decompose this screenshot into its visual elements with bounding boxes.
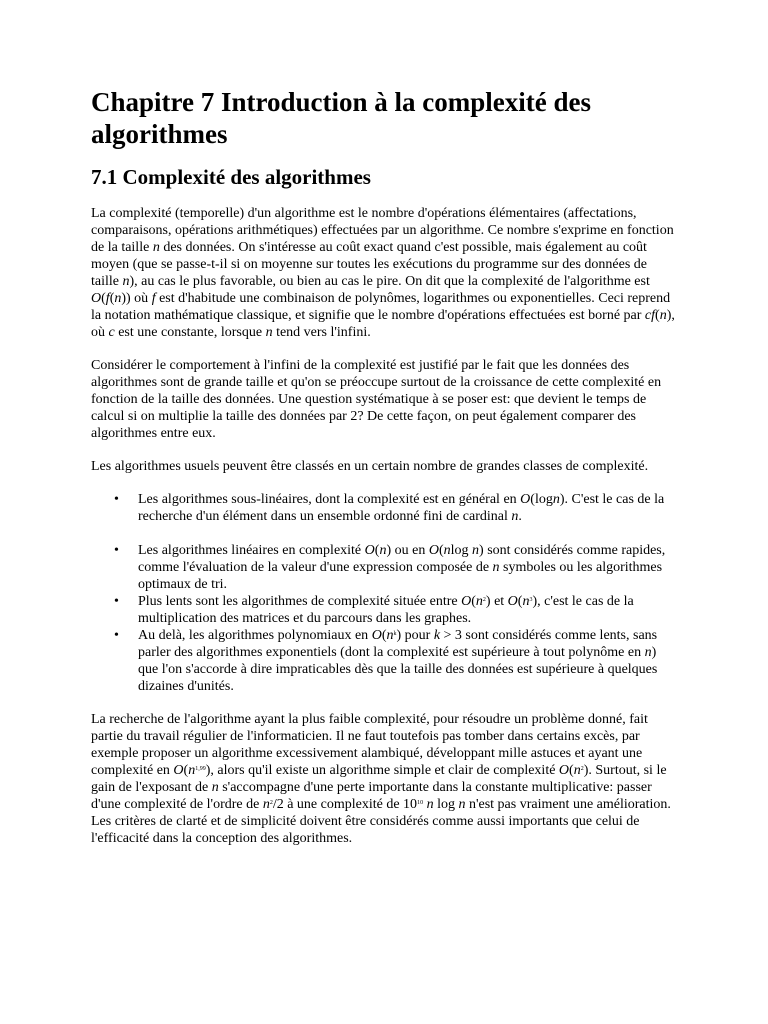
text: (	[471, 594, 476, 609]
text: > 3 sont considérés comme lents, sans parler des algorithmes exponentiels (dont la complexité est supérieure à tout polynôme en	[138, 628, 658, 660]
math-var: O	[507, 594, 518, 609]
math-var: O	[364, 543, 375, 558]
text: (	[374, 543, 380, 558]
text: Les algorithmes linéaires en complexité	[138, 543, 365, 558]
math-var: n	[379, 543, 387, 558]
text: (	[183, 763, 189, 778]
text: )) où	[121, 291, 152, 306]
exponent: 2	[482, 597, 486, 603]
math-var: n	[122, 274, 130, 289]
text: (	[569, 763, 574, 778]
text: ). C'est le cas de la recherche d'un élément dans un ensemble ordonné fini de cardinal	[138, 492, 665, 524]
math-var: n	[265, 325, 273, 340]
text: ) et	[485, 594, 508, 609]
text: ) que l'on s'accorde à dire impraticables dès que la taille des données est supérieure à quelques dizaines d'unités.	[138, 645, 658, 694]
paragraph-asymptotic: Considérer le comportement à l'infini de la complexité est justifié par le fait que les données des algorithmes sont de grande taille et qu'on se préoccupe surtout de la croissance de cette complexité en fonction de la taille des données. Une question systématique à se poser est: que devient le temps de calcul si on multiplie la taille des données par 2? De cette façon, on peut également comparer des algorithmes entre eux.	[91, 358, 662, 441]
math-var: n	[573, 763, 581, 778]
text: Les algorithmes sous-linéaires, dont la complexité est en général en	[138, 492, 521, 507]
math-var: O	[91, 291, 102, 306]
text: est une constante, lorsque	[114, 325, 266, 340]
text: Au delà, les algorithmes polynomiaux en	[138, 628, 372, 643]
list-item	[91, 542, 676, 593]
exponent: 1,99	[195, 766, 206, 772]
text: tend vers l'infini.	[272, 325, 371, 340]
text: ) ou en	[386, 543, 429, 558]
bullet: •	[114, 492, 119, 507]
list-item	[91, 593, 676, 627]
chapter-title: Chapitre 7 Introduction à la complexité des algorithmes	[91, 87, 592, 149]
exponent: 3	[529, 597, 533, 603]
text: s'accompagne d'une perte importante dans la constante multiplicative: passer d'une complexité de l'ordre de	[91, 780, 652, 812]
text: (log	[530, 492, 553, 507]
exponent: 10	[417, 800, 424, 806]
math-var: c	[108, 325, 115, 340]
math-var: n	[114, 291, 122, 306]
math-var: O	[428, 543, 439, 558]
text: est d'habitude une combinaison de polynômes, logarithmes ou exponentielles. Ceci reprend la notation mathématique classique, et signifie que le nombre d'opérations effectuées est borné par	[91, 291, 671, 323]
math-var: n	[188, 763, 196, 778]
text: (	[109, 291, 115, 306]
math-var: k	[433, 628, 441, 643]
text: La recherche de l'algorithme ayant la plus faible complexité, pour résoudre un problème donné, fait partie du travail régulier de l'informaticien. Il ne faut toutefois pas tomber dans certains excès, par exemple proposer un algorithme excessivement alambiqué, développant mille astuces et ayant une complexité en	[91, 712, 648, 778]
exponent: k	[393, 631, 397, 637]
paragraph-classes-intro: Les algorithmes usuels peuvent être classés en un certain nombre de grandes classes de complexité.	[91, 459, 649, 474]
math-var: n	[522, 594, 530, 609]
text: La complexité (temporelle) d'un algorithme est le nombre d'opérations élémentaires (affectations, comparaisons, opérations arithmétiques) effectuées par un algorithme. Ce nombre s'exprime en fonction de la taille	[91, 206, 674, 255]
text: ) sont considérés comme rapides, comme l'évaluation de la valeur d'une expression composée de	[138, 543, 666, 575]
math-var: O	[173, 763, 184, 778]
math-var: n	[386, 628, 394, 643]
math-var: n	[262, 797, 270, 812]
text: ). Surtout, si le gain de l'exposant de	[91, 763, 667, 795]
bullet: •	[114, 543, 119, 558]
text: /2 à une complexité de 10	[272, 797, 418, 812]
text: ), où	[91, 308, 675, 340]
text: (	[381, 628, 387, 643]
exponent: 2	[580, 766, 584, 772]
math-var: n	[472, 543, 480, 558]
math-var: n	[552, 492, 560, 507]
text: log	[450, 543, 473, 558]
math-var: n	[211, 780, 219, 795]
text: ), c'est le cas de la multiplication des matrices et du parcours dans les graphes.	[138, 594, 634, 626]
text: ), au cas le plus favorable, ou bien au cas le pire. On dit que la complexité de l'algorithme est	[129, 274, 650, 289]
text: Plus lents sont les algorithmes de complexité située entre	[138, 594, 462, 609]
text: symboles ou les algorithmes optimaux de tri.	[138, 560, 663, 592]
math-var: n	[426, 797, 434, 812]
math-var: O	[461, 594, 472, 609]
text: log	[433, 797, 459, 812]
text: (	[101, 291, 106, 306]
paragraph-conclusion	[91, 711, 676, 847]
text: .	[518, 509, 522, 524]
math-var: O	[371, 628, 382, 643]
text: des données. On s'intéresse au coût exact quand c'est possible, mais également au coût moyen (que se passe-t-il si on moyenne sur toutes les exécutions du programme sur des données de taille	[91, 240, 647, 289]
math-var: n	[511, 509, 519, 524]
text: (	[438, 543, 444, 558]
bullet: •	[114, 628, 119, 643]
bullet: •	[114, 594, 119, 609]
text: ) pour	[396, 628, 434, 643]
math-var: n	[152, 240, 160, 255]
section-title: 7.1 Complexité des algorithmes	[91, 165, 371, 189]
math-var: cf	[644, 308, 656, 323]
list-item	[91, 491, 676, 525]
math-var: n	[458, 797, 466, 812]
math-var: f	[105, 291, 110, 306]
math-var: n	[659, 308, 667, 323]
complexity-classes-list	[91, 491, 676, 695]
text: n'est pas vraiment une amélioration. Les critères de clarté et de simplicité doivent être considérés comme aussi importants que celui de l'efficacité dans la conception des algorithmes.	[91, 797, 671, 846]
text: ), alors qu'il existe un algorithme simple et clair de complexité	[205, 763, 559, 778]
math-var: n	[492, 560, 500, 575]
math-var: O	[558, 763, 570, 778]
exponent: 2	[269, 800, 273, 806]
math-var: n	[443, 543, 451, 558]
math-var: n	[644, 645, 652, 660]
text: (	[655, 308, 660, 323]
text: (	[517, 594, 523, 609]
math-var: n	[475, 594, 483, 609]
document-page	[91, 86, 676, 863]
paragraph-definition	[91, 205, 676, 341]
math-var: f	[151, 291, 156, 306]
math-var: O	[520, 492, 531, 507]
list-item	[91, 627, 676, 695]
